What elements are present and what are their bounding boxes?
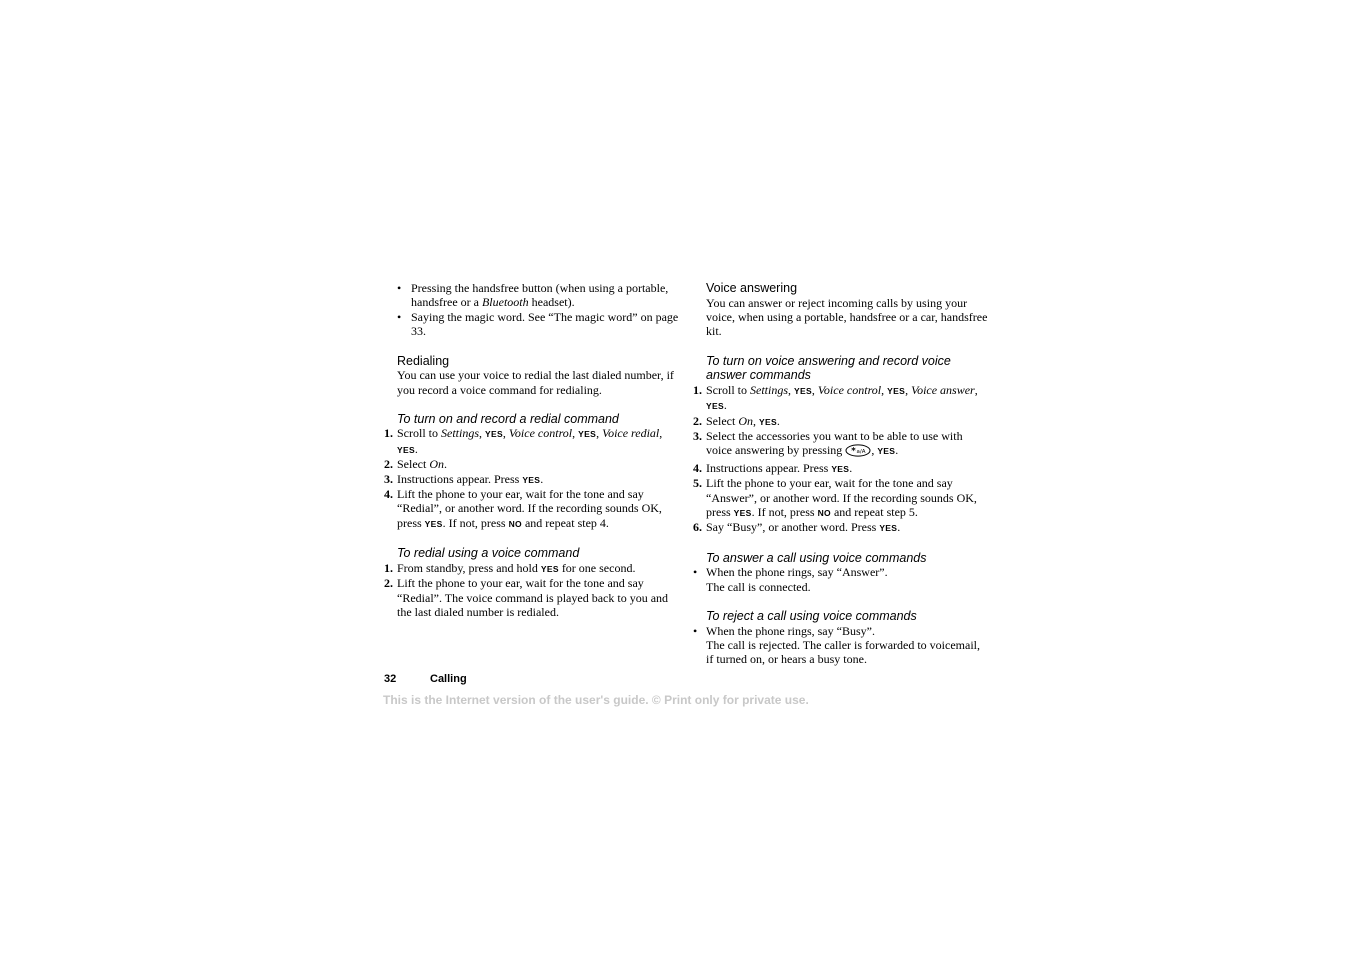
subheading-use-redial: To redial using a voice command	[397, 546, 580, 561]
left-column	[384, 281, 680, 619]
subheading-reject-call: To reject a call using voice commands	[706, 609, 917, 624]
list-item: • When the phone rings, say “Answer”. The call is connected.	[693, 565, 888, 594]
list-item: 1. From standby, press and hold YES for one second.	[384, 560, 636, 575]
list-item: 2. Lift the phone to your ear, wait for the tone and say “Redial”. The voice command is played back to you and the last dialed number is redialed.	[384, 576, 669, 619]
yes-key-label: YES	[831, 463, 850, 474]
bullet-marker: •	[693, 623, 698, 638]
yes-key-label: YES	[879, 523, 898, 534]
page-number: 32	[384, 673, 397, 685]
yes-key-label: YES	[540, 563, 559, 574]
answer-call-bullets	[693, 565, 989, 594]
bullet-marker: •	[693, 565, 698, 580]
yes-key-label: YES	[578, 429, 597, 440]
use-redial-steps	[384, 561, 680, 620]
list-item: 6. Say “Busy”, or another word. Press YES.	[693, 520, 901, 535]
yes-key-label: YES	[522, 474, 541, 485]
internet-version-notice: This is the Internet version of the user's guide. © Print only for private use.	[383, 693, 809, 707]
yes-key-label: YES	[887, 385, 906, 396]
yes-key-label: YES	[424, 518, 443, 529]
yes-key-label: YES	[706, 401, 724, 412]
list-item: 1. Scroll to Settings, YES, Voice control, YES, Voice redial, YES.	[384, 426, 663, 456]
list-item: 4. Instructions appear. Press YES.	[693, 460, 853, 475]
voice-answering-intro: You can answer or reject incoming calls by using your voice, when using a portable, handsfree or a car, handsfree kit.	[706, 295, 988, 339]
list-item: 3. Instructions appear. Press YES.	[384, 471, 544, 486]
list-item: 4. Lift the phone to your ear, wait for the tone and say “Redial”, or another word. If the recording sounds OK, press YES. If not, press NO and repeat step 4.	[384, 487, 662, 530]
yes-key-label: YES	[397, 444, 415, 455]
no-key-label: NO	[508, 518, 522, 529]
list-item: 2. Select On.	[384, 457, 447, 472]
no-key-label: NO	[817, 507, 831, 518]
activation-bullets	[384, 281, 680, 339]
list-item: • When the phone rings, say “Busy”. The call is rejected. The caller is forwarded to voicemail, if turned on, or hears a busy tone.	[693, 623, 980, 667]
subheading-record-redial: To turn on and record a redial command	[397, 411, 619, 426]
right-column	[693, 281, 989, 667]
reject-call-result: The call is rejected. The caller is forwarded to voicemail, if turned on, or hears a busy tone.	[706, 638, 980, 667]
reject-call-bullets	[693, 624, 989, 667]
section-heading-voice-answering: Voice answering	[706, 281, 798, 295]
answer-call-result: The call is connected.	[706, 579, 811, 594]
list-item: 3. Select the accessories you want to be able to use with voice answering by pressing * a/A , YES.	[693, 429, 989, 461]
yes-key-label: YES	[877, 446, 896, 457]
record-answer-steps	[693, 383, 989, 536]
yes-key-label: YES	[485, 429, 503, 440]
list-item: • Saying the magic word. See “The magic word” on page 33.	[397, 309, 679, 339]
svg-text:a/A: a/A	[856, 449, 866, 456]
list-item: • Pressing the handsfree button (when using a portable, handsfree or a Bluetooth headset).	[397, 281, 669, 310]
yes-key-label: YES	[733, 507, 752, 518]
yes-key-label: YES	[759, 416, 777, 427]
list-item: 2. Select On, YES.	[693, 413, 780, 428]
yes-key-label: YES	[794, 385, 812, 396]
section-name: Calling	[430, 673, 467, 685]
subheading-answer-call: To answer a call using voice commands	[706, 550, 927, 565]
star-key-icon	[845, 444, 871, 460]
list-item: 1. Scroll to Settings, YES, Voice control, YES, Voice answer, YES.	[693, 382, 978, 413]
bullet-marker: •	[397, 309, 402, 324]
record-redial-steps	[384, 426, 680, 531]
section-heading-redialing: Redialing	[397, 353, 450, 368]
list-item: 5. Lift the phone to your ear, wait for the tone and say “Answer”, or another word. If the recording sounds OK, press YES. If not, press NO and repeat step 5.	[693, 476, 977, 519]
bullet-marker: •	[397, 281, 402, 295]
subheading-record-answer: To turn on voice answering and record voice answer commands	[706, 353, 951, 383]
redialing-intro: You can use your voice to redial the last dialed number, if you record a voice command for redialing.	[397, 368, 674, 397]
svg-text:*: *	[851, 446, 856, 457]
